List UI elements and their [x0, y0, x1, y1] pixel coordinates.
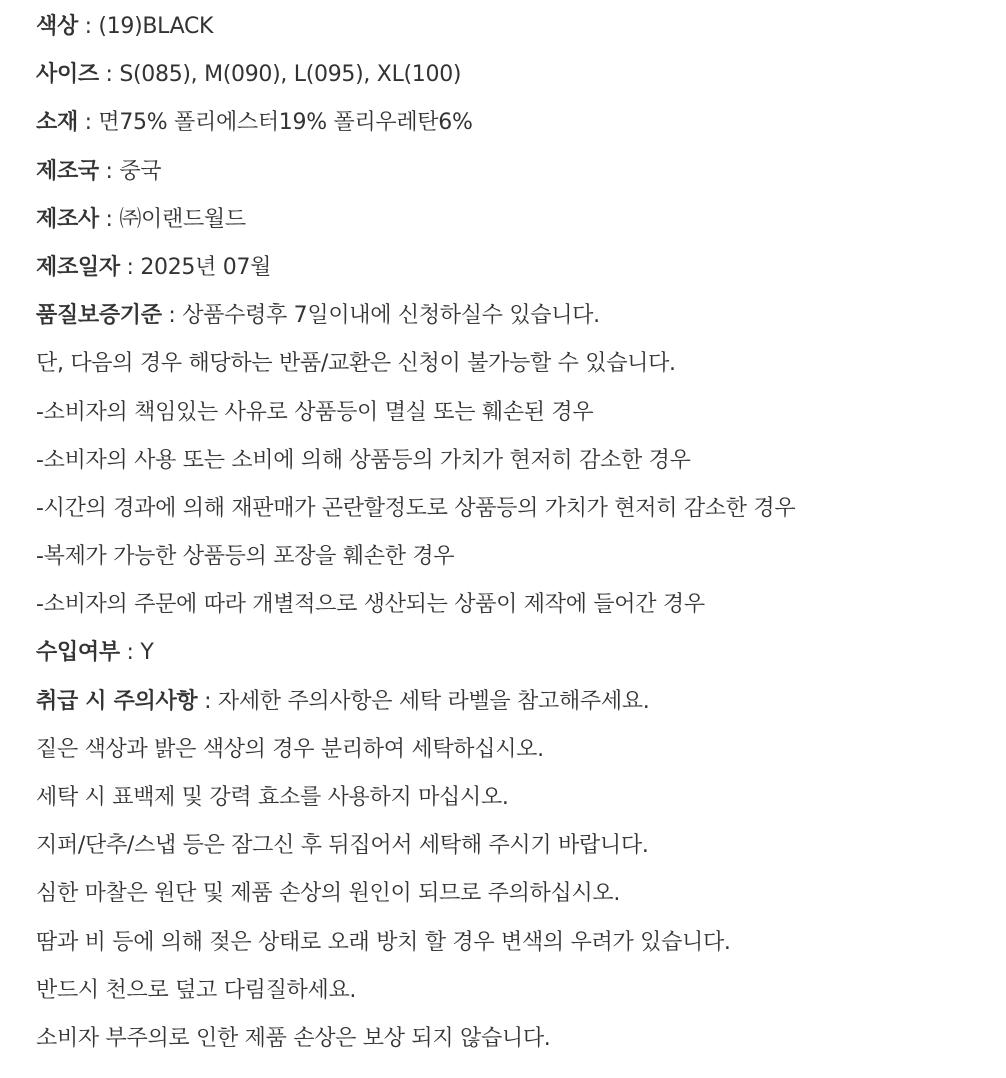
separator: : — [98, 206, 120, 232]
spec-manufacture-date — [36, 248, 996, 296]
import-value: Y — [140, 640, 154, 666]
quality-value: 상품수령후 7일이내에 신청하실수 있습니다. — [182, 303, 600, 329]
spec-label: 제조일자 — [36, 254, 120, 280]
spec-value: 중국 — [119, 158, 162, 184]
care-line: 땀과 비 등에 의해 젖은 상태로 오래 방치 할 경우 변색의 우려가 있습니다. — [36, 929, 731, 955]
import-status — [36, 633, 996, 681]
spec-size — [36, 55, 996, 103]
separator: : — [161, 303, 183, 329]
care-line: 짙은 색상과 밝은 색상의 경우 분리하여 세탁하십시오. — [36, 736, 544, 762]
quality-label: 품질보증기준 — [36, 303, 162, 329]
care-label: 취급 시 주의사항 — [36, 688, 198, 714]
care-line: 심한 마찰은 원단 및 제품 손상의 원인이 되므로 주의하십시오. — [36, 881, 621, 907]
spec-material — [36, 103, 996, 151]
spec-label: 사이즈 — [36, 62, 99, 88]
spec-value: ㈜이랜드월드 — [119, 206, 246, 232]
spec-value: S(085), M(090), L(095), XL(100) — [119, 62, 462, 88]
separator: : — [77, 14, 99, 39]
spec-value: 면75% 폴리에스터19% 폴리우레탄6% — [98, 110, 473, 136]
spec-value: (19)BLACK — [98, 14, 214, 39]
import-label: 수입여부 — [36, 640, 120, 666]
quality-line: 단, 다음의 경우 해당하는 반품/교환은 신청이 불가능할 수 있습니다. — [36, 351, 676, 377]
separator: : — [98, 62, 120, 88]
separator: : — [119, 254, 141, 280]
care-line: 반드시 천으로 덮고 다림질하세요. — [36, 977, 357, 1003]
quality-line: -소비자의 책임있는 사유로 상품등이 멸실 또는 훼손된 경우 — [36, 399, 594, 425]
separator: : — [98, 158, 120, 184]
separator: : — [197, 688, 218, 714]
spec-manufacturer — [36, 200, 996, 248]
spec-label: 소재 — [36, 110, 78, 136]
quality-line: -복제가 가능한 상품등의 포장을 훼손한 경우 — [36, 544, 455, 570]
care-line: 지퍼/단추/스냅 등은 잠그신 후 뒤집어서 세탁해 주시기 바랍니다. — [36, 833, 649, 859]
care-line: 소비자 부주의로 인한 제품 손상은 보상 되지 않습니다. — [36, 1025, 551, 1051]
spec-label: 제조사 — [36, 206, 99, 232]
spec-country — [36, 152, 996, 200]
spec-color — [36, 7, 996, 55]
separator: : — [77, 110, 99, 136]
separator: : — [119, 640, 141, 666]
spec-label: 색상 — [36, 14, 78, 39]
care-line: 세탁 시 표백제 및 강력 효소를 사용하지 마십시오. — [36, 785, 509, 810]
care-value: 자세한 주의사항은 세탁 라벨을 참고해주세요. — [217, 688, 650, 714]
quality-line: -소비자의 주문에 따라 개별적으로 생산되는 상품이 제작에 들어간 경우 — [36, 592, 705, 618]
product-info-notice — [36, 7, 996, 1067]
care-instructions — [36, 682, 996, 730]
quality-line: -소비자의 사용 또는 소비에 의해 상품등의 가치가 현저히 감소한 경우 — [36, 447, 691, 473]
quality-standard — [36, 296, 996, 344]
quality-line: -시간의 경과에 의해 재판매가 곤란할정도로 상품등의 가치가 현저히 감소한 경우 — [36, 495, 796, 521]
spec-label: 제조국 — [36, 158, 99, 184]
spec-value: 2025년 07월 — [140, 254, 272, 280]
